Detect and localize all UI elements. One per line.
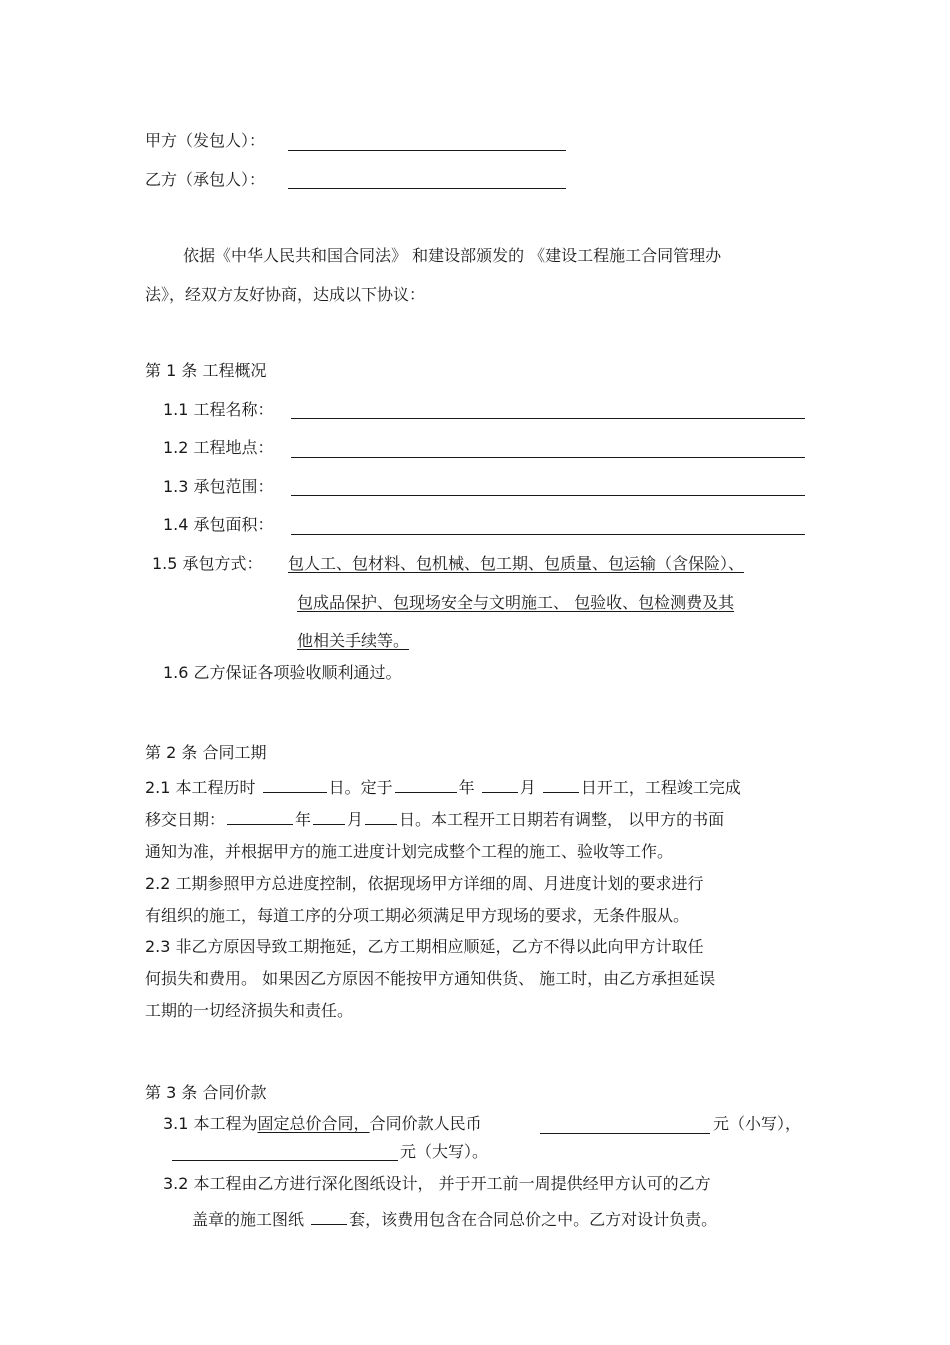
price-intro: 3.1 本工程为 <box>163 1114 258 1133</box>
handover-year-unit: 年 <box>295 810 312 829</box>
article-2-line-3: 通知为准，并根据甲方的施工进度计划完成整个工程的施工、验收等工作。 <box>145 842 674 861</box>
item-1-2-label: 1.2 工程地点： <box>163 438 274 457</box>
price-words-unit: 元（大写）。 <box>400 1142 489 1161</box>
start-month-field[interactable] <box>482 776 518 793</box>
item-1-1-label: 1.1 工程名称： <box>163 400 274 419</box>
article-1-heading: 第 1 条 工程概况 <box>145 361 267 380</box>
duration-label: 2.1 本工程历时 <box>145 778 256 797</box>
handover-year-field[interactable] <box>227 808 293 825</box>
item-1-6: 1.6 乙方保证各项验收顺利通过。 <box>163 663 402 682</box>
project-location-field[interactable] <box>291 457 805 458</box>
item-1-4-label: 1.4 承包面积： <box>163 515 274 534</box>
article-3-line-4 <box>192 1208 717 1231</box>
start-year-field[interactable] <box>395 776 457 793</box>
party-b-field[interactable] <box>288 188 566 189</box>
article-2-line-1 <box>145 776 741 799</box>
article-2-line-2 <box>145 808 724 831</box>
start-month-unit: 月 <box>519 778 536 797</box>
contract-area-field[interactable] <box>291 534 805 535</box>
party-a-field[interactable] <box>288 150 566 151</box>
handover-month-unit: 月 <box>347 810 364 829</box>
preamble-line-2: 法》，经双方友好协商，达成以下协议： <box>145 285 426 304</box>
article-2-line-7: 何损失和费用。 如果因乙方原因不能按甲方通知供货、 施工时，由乙方承担延误 <box>145 969 716 988</box>
price-words-field[interactable] <box>172 1160 398 1161</box>
item-1-5-line-3: 他相关手续等。 <box>297 631 410 650</box>
item-1-5-label: 1.5 承包方式： <box>152 554 263 573</box>
handover-month-field[interactable] <box>313 808 345 825</box>
price-numeric-field[interactable] <box>540 1133 710 1134</box>
drawing-sets-field[interactable] <box>311 1208 347 1225</box>
duration-days-field[interactable] <box>263 776 327 793</box>
drawings-text: 套，该费用包含在合同总价之中。乙方对设计负责。 <box>349 1210 718 1229</box>
party-b-label: 乙方（承包人）： <box>145 170 266 189</box>
price-numeric-unit: 元（小写）， <box>713 1114 802 1133</box>
article-3-line-1 <box>163 1113 482 1135</box>
contract-scope-field[interactable] <box>291 495 805 496</box>
article-3-line-3: 3.2 本工程由乙方进行深化图纸设计， 并于开工前一周提供经甲方认可的乙方 <box>163 1174 711 1193</box>
project-name-field[interactable] <box>291 418 805 419</box>
article-2-line-4: 2.2 工期参照甲方总进度控制，依据现场甲方详细的周、月进度计划的要求进行 <box>145 874 704 893</box>
start-year-unit: 年 <box>458 778 475 797</box>
preamble-line-1: 依据《中华人民共和国合同法》 和建设部颁发的 《建设工程施工合同管理办 <box>183 246 722 265</box>
handover-label: 移交日期： <box>145 810 226 829</box>
party-a-label: 甲方（发包人）： <box>145 131 266 150</box>
price-label: 合同价款人民币 <box>369 1114 482 1133</box>
drawings-label: 盖章的施工图纸 <box>192 1210 305 1229</box>
start-day-field[interactable] <box>543 776 579 793</box>
fixed-price-text: 固定总价合同， <box>257 1114 370 1133</box>
start-label: 日。定于 <box>328 778 393 797</box>
item-1-5-line-1: 包人工、包材料、包机械、包工期、包质量、包运输（含保险）、 <box>288 554 745 573</box>
article-2-line-8: 工期的一切经济损失和责任。 <box>145 1001 354 1020</box>
article-2-line-6: 2.3 非乙方原因导致工期拖延，乙方工期相应顺延，乙方不得以此向甲方计取任 <box>145 937 704 956</box>
article-2-heading: 第 2 条 合同工期 <box>145 743 267 762</box>
start-day-unit: 日开工，工程竣工完成 <box>580 778 741 797</box>
item-1-3-label: 1.3 承包范围： <box>163 477 274 496</box>
handover-day-field[interactable] <box>365 808 397 825</box>
item-1-5-line-2: 包成品保护、包现场安全与文明施工、 包验收、包检测费及其 <box>297 593 735 612</box>
article-2-line-5: 有组织的施工，每道工序的分项工期必须满足甲方现场的要求，无条件服从。 <box>145 906 690 925</box>
handover-day-unit: 日。本工程开工日期若有调整， 以甲方的书面 <box>399 810 725 829</box>
article-3-heading: 第 3 条 合同价款 <box>145 1083 267 1102</box>
